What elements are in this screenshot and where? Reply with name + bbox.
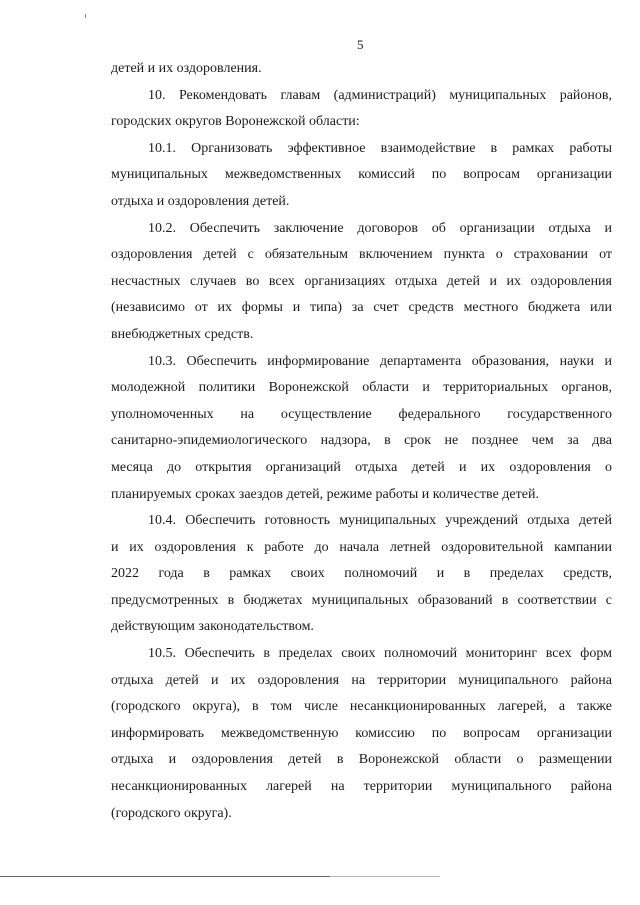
text-line: 10.4. Обеспечить готовность муниципальных учреждений отдыха детей [148,513,612,529]
text-line: муниципальных межведомственных комиссий по вопросам организации [111,167,612,183]
text-line: предусмотренных в бюджетах муниципальных образований в соответствии с [111,592,612,608]
text-line: информировать межведомственную комиссию по вопросам организации [111,725,612,741]
text-line: (независимо от их формы и типа) за счет средств местного бюджета или [111,300,612,316]
text-line: действующим законодательством. [111,619,314,635]
text-line: 2022 года в рамках своих полномочий и в пределах средств, [111,566,612,582]
text-line: отдыха детей и их оздоровления на территории муниципального района [111,672,612,688]
text-line: 10. Рекомендовать главам (администраций) муниципальных районов, [148,87,612,103]
page-number: 5 [357,37,364,52]
bottom-divider-faint [330,876,440,877]
text-line: санитарно-эпидемиологического надзора, в срок не позднее чем за два [111,433,612,449]
text-line: месяца до открытия организаций отдыха детей и их оздоровления о [111,459,612,475]
text-line: 10.3. Обеспечить информирование департамента образования, науки и [148,353,612,369]
text-line: молодежной политики Воронежской области и территориальных органов, [111,380,612,396]
paragraph-10-3 [111,349,612,509]
text-line: отдыха и оздоровления детей. [111,193,290,209]
paragraph-10-5 [111,641,612,827]
text-line: детей и их оздоровления. [111,61,262,76]
text-line: внебюджетных средств. [111,326,254,342]
text-line: планируемых сроках заездов детей, режиме работы и количестве детей. [111,486,539,502]
paragraph-intro [111,56,612,83]
paragraph-10 [111,83,612,136]
text-line: уполномоченных на осуществление федерального государственного [111,406,612,422]
paragraph-10-4 [111,508,612,641]
text-line: (городского округа), в том числе несанкционированных лагерей, а также [111,699,612,715]
text-line: отдыха и оздоровления детей в Воронежской области о размещении [111,752,612,768]
text-line: несчастных случаев во всех организациях отдыха детей и их оздоровления [111,273,612,289]
text-line: 10.2. Обеспечить заключение договоров об организации отдыха и [148,220,612,236]
body-text [111,56,612,827]
text-line: и их оздоровления к работе до начала летней оздоровительной кампании [111,539,612,555]
text-line: городских округов Воронежской области: [111,114,360,130]
scan-mark [85,14,86,18]
paragraph-10-1 [111,136,612,216]
text-line: 10.1. Организовать эффективное взаимодействие в рамках работы [148,140,612,156]
text-line: 10.5. Обеспечить в пределах своих полномочий мониторинг всех форм [148,646,612,662]
bottom-divider [0,876,330,877]
paragraph-10-2 [111,216,612,349]
text-line: несанкционированных лагерей на территории муниципального района [111,779,612,795]
text-line: оздоровления детей с обязательным включением пункта о страховании от [111,247,612,263]
text-line: (городского округа). [111,805,232,821]
